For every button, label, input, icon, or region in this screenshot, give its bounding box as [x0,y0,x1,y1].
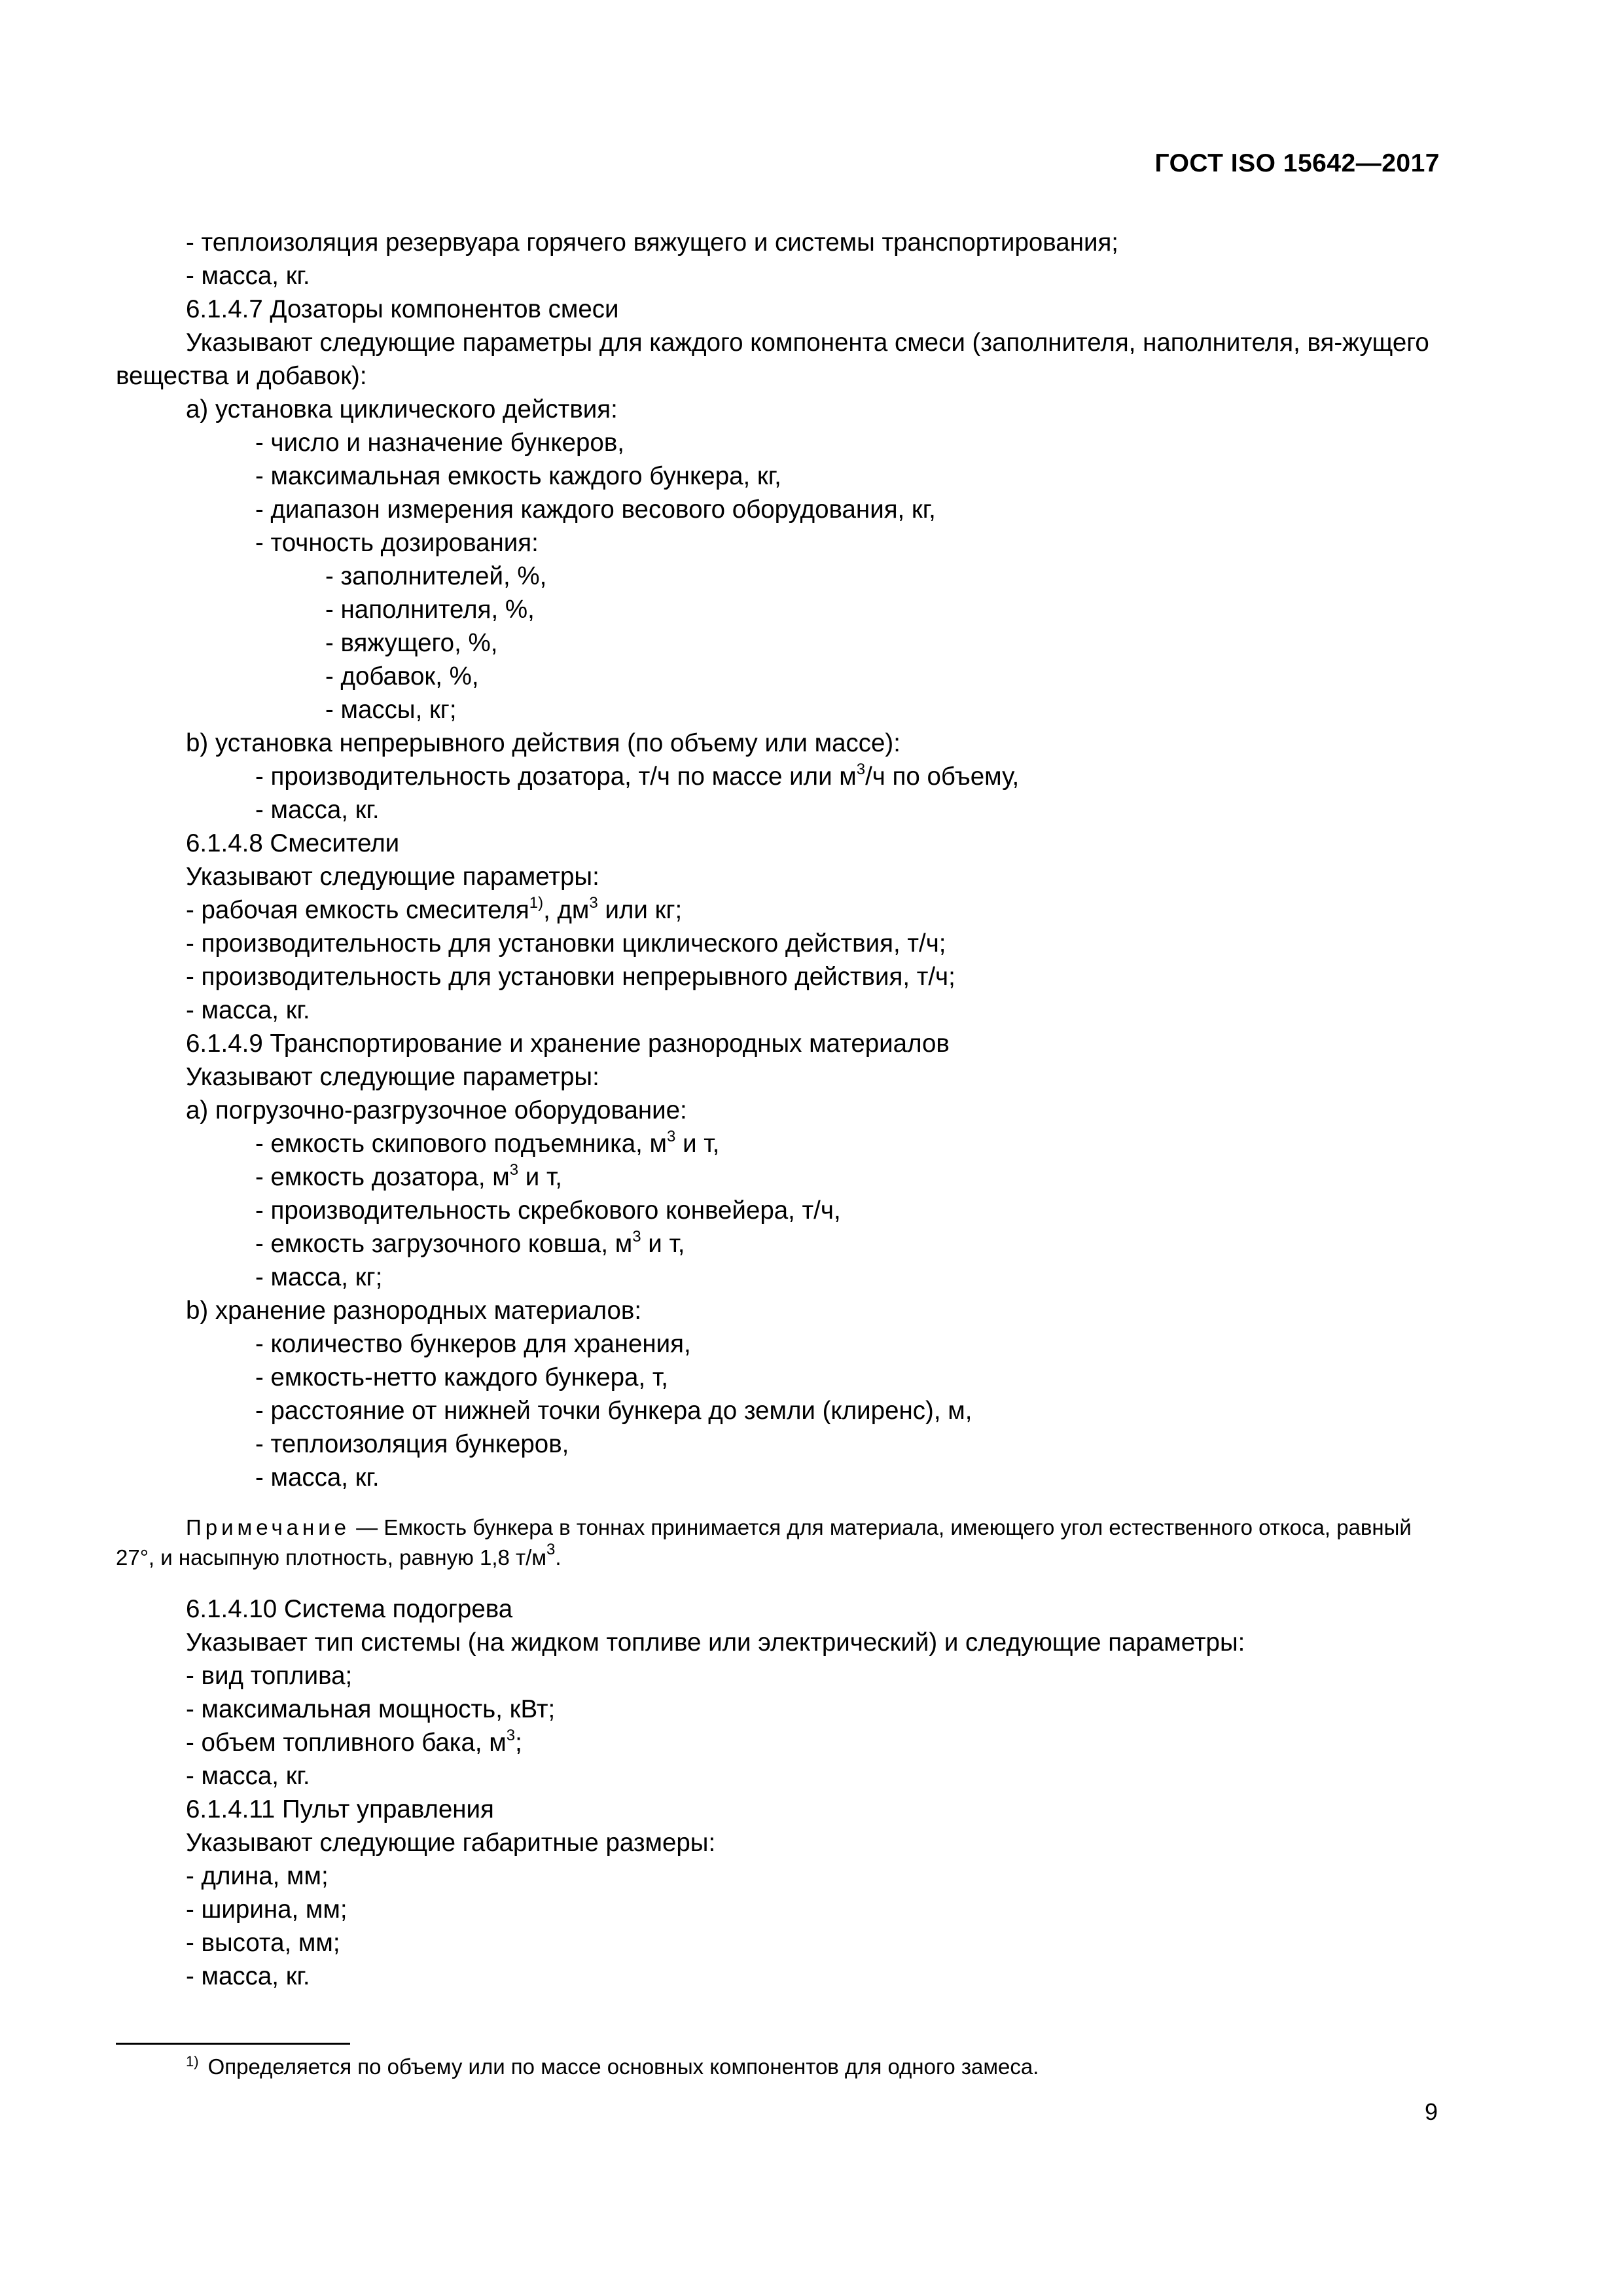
superscript: 3 [546,1541,556,1558]
list-item: - теплоизоляция бункеров, [255,1430,569,1458]
list-item: - масса, кг; [255,1263,383,1291]
text-line: Указывают следующие параметры: [186,1063,599,1091]
list-item: - расстояние от нижней точки бункера до земли (клиренс), м, [255,1397,972,1425]
text-line: Указывают следующие параметры: [186,863,599,891]
footnote [186,2052,1039,2082]
list-item: - емкость-нетто каждого бункера, т, [255,1363,668,1391]
list-item: - масса, кг. [186,996,310,1024]
text-span: и т, [641,1230,685,1258]
list-item [116,1227,1441,1261]
text-line: - масса, кг. [186,262,310,290]
list-item: а) погрузочно-разгрузочное оборудование: [186,1096,687,1124]
text-span: - производительность дозатора, т/ч по массе или м [255,762,857,791]
section-heading: 6.1.4.7 Дозаторы компонентов смеси [186,295,619,323]
text-span: - емкость дозатора, м [255,1163,510,1191]
list-item: - добавок, %, [325,662,479,691]
footnote-ref: 1) [529,894,544,912]
text-span: и т, [675,1130,720,1158]
text-span: - емкость скипового подъемника, м [255,1130,668,1158]
section-heading: 6.1.4.11 Пульт управления [186,1795,494,1823]
superscript: 3 [509,1161,519,1179]
superscript: 3 [632,1228,641,1246]
footnote-divider [116,2043,350,2045]
text-span: /ч по объему, [865,762,1020,791]
list-item: b) установка непрерывного действия (по объему или массе): [186,729,901,757]
list-item: - наполнителя, %, [325,596,535,624]
text-span: - объем топливного бака, м [186,1729,507,1757]
superscript: 3 [506,1727,516,1744]
list-item: - заполнителей, %, [325,562,547,590]
list-item: b) хранение разнородных материалов: [186,1297,642,1325]
text-span: - рабочая емкость смесителя [186,896,529,924]
list-item: - масса, кг. [186,1962,310,1990]
list-item: - производительность скребкового конвейера, т/ч, [255,1196,841,1225]
list-item: - длина, мм; [186,1862,329,1890]
text-line: Указывает тип системы (на жидком топливе или электрический) и следующие параметры: [186,1628,1245,1657]
superscript: 3 [589,894,598,912]
superscript: 3 [856,761,866,778]
list-item: - вяжущего, %, [325,629,498,657]
superscript: 3 [667,1128,676,1145]
document-body [116,226,1441,1993]
text-line: Указывают следующие габаритные размеры: [186,1829,716,1857]
list-item: а) установка циклического действия: [186,395,618,423]
list-item: - высота, мм; [186,1929,340,1957]
paragraph: Указывают следующие параметры для каждого компонента смеси (заполнителя, наполнителя, вя-жущего вещества и добавок): [116,329,1429,390]
section-heading: 6.1.4.10 Система подогрева [186,1595,513,1623]
note-label: Примечание [186,1515,351,1539]
note-text: — Емкость бункера в тоннах принимается для материала, имеющего угол естественного откоса, равный 27°, и насыпную плотность, равную 1,8 т/м [116,1515,1412,1570]
page-number: 9 [1424,2098,1438,2125]
text-span: . [555,1545,562,1570]
list-item: - вид топлива; [186,1662,353,1690]
list-item [116,1127,1441,1160]
list-item: - производительность для установки циклического действия, т/ч; [186,929,946,958]
list-item: - ширина, мм; [186,1895,348,1924]
list-item: - точность дозирования: [255,529,539,557]
footnote-marker: 1) [186,2053,199,2070]
list-item: - максимальная мощность, кВт; [186,1695,556,1723]
list-item [116,1160,1441,1194]
list-item: - производительность для установки непрерывного действия, т/ч; [186,963,955,991]
note-paragraph [116,1513,1441,1573]
document-header: ГОСТ ISO 15642—2017 [1154,149,1440,177]
text-line: - теплоизоляция резервуара горячего вяжущего и системы транспортирования; [186,228,1119,257]
list-item: - число и назначение бункеров, [255,429,624,457]
text-span: или кг; [597,896,683,924]
list-item: - диапазон измерения каждого весового оборудования, кг, [255,495,936,524]
section-heading: 6.1.4.8 Смесители [186,829,400,857]
text-span: ; [515,1729,522,1757]
text-span: - емкость загрузочного ковша, м [255,1230,633,1258]
list-item: - масса, кг. [255,796,380,824]
list-item [116,760,1441,793]
section-heading: 6.1.4.9 Транспортирование и хранение разнородных материалов [186,1030,950,1058]
footnote-text: Определяется по объему или по массе основных компонентов для одного замеса. [207,2054,1039,2079]
text-span: , дм [543,896,590,924]
list-item: - массы, кг; [325,696,457,724]
list-item: - масса, кг. [186,1762,310,1790]
text-span: и т, [518,1163,563,1191]
list-item: - масса, кг. [255,1463,380,1492]
list-item: - количество бункеров для хранения, [255,1330,691,1358]
list-item: - максимальная емкость каждого бункера, кг, [255,462,781,490]
list-item [116,1726,1441,1759]
list-item [116,893,1441,927]
